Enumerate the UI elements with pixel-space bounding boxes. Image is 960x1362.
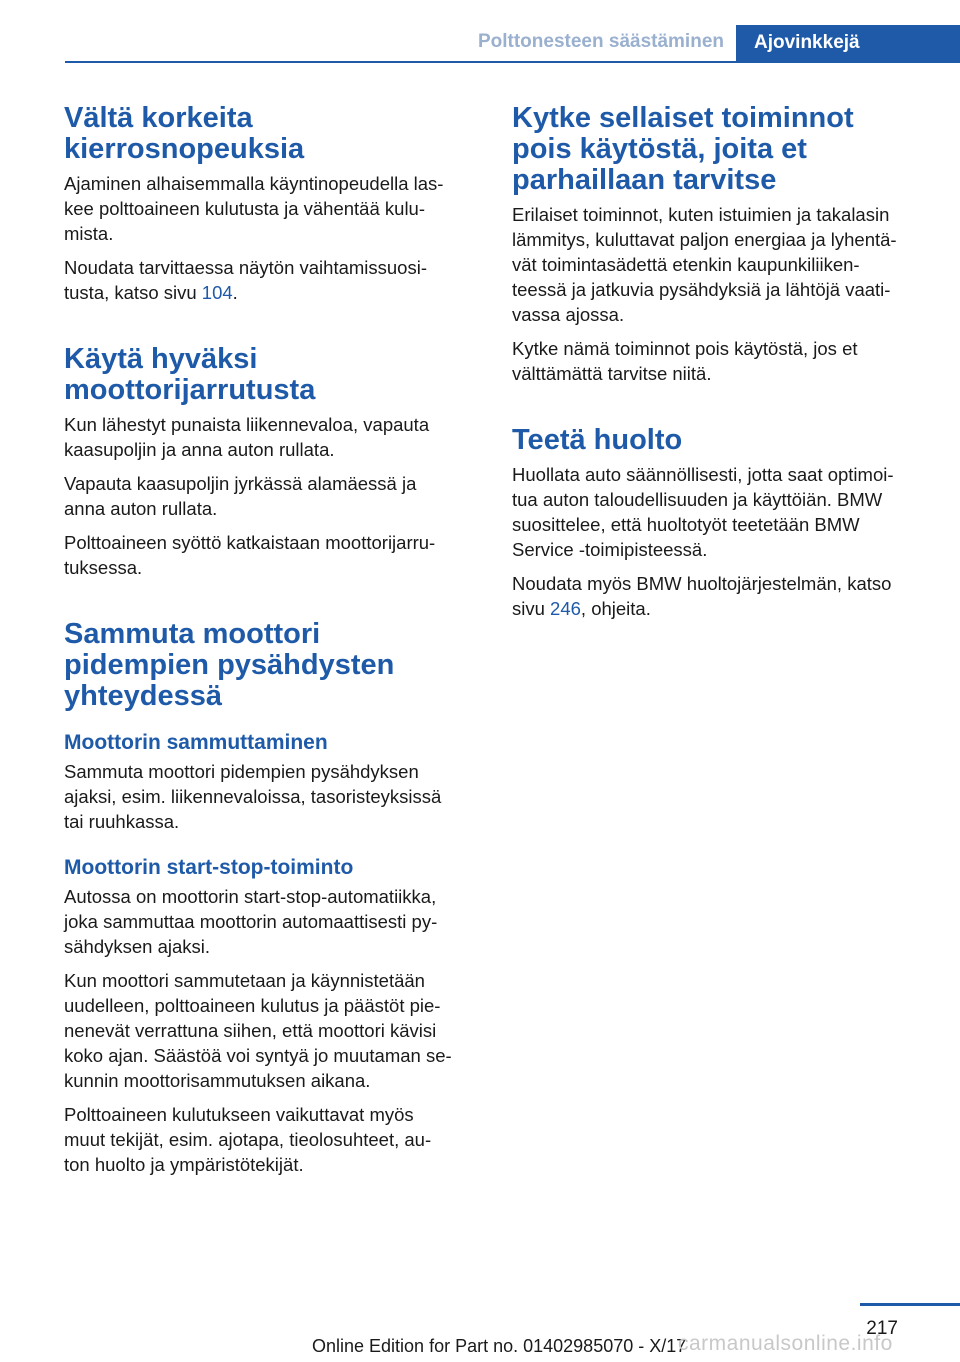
footer-edition-text: Online Edition for Part no. 01402985070 - X/17	[312, 1336, 687, 1356]
text-line: Erilaiset toiminnot, kuten istuimien ja takalasin	[512, 204, 890, 225]
heading-line: kierrosnopeuksia	[64, 133, 305, 165]
page-link-246[interactable]: 246	[550, 598, 581, 619]
header-chapter-tab: Ajovinkkejä	[736, 25, 960, 61]
paragraph	[64, 255, 478, 305]
text-line: muut tekijät, esim. ajotapa, tieolosuhteet, au‐	[64, 1129, 432, 1150]
text-line: välttämättä tarvitse niitä.	[512, 363, 712, 384]
text-line: tai ruuhkassa.	[64, 811, 180, 832]
text-line: Vapauta kaasupoljin jyrkässä alamäessä ja	[64, 473, 417, 494]
heading-line: Sammuta moottori	[64, 618, 321, 650]
text-line: sähdyksen ajaksi.	[64, 936, 211, 957]
text-line: Sammuta moottori pidempien pysähdyksen	[64, 761, 419, 782]
text-line: vät toimintasädettä etenkin kaupunkiliiken‐	[512, 254, 860, 275]
heading-line: Vältä korkeita	[64, 102, 253, 134]
heading-line: Käytä hyväksi	[64, 343, 258, 375]
heading-line: Kytke sellaiset toiminnot	[512, 102, 854, 134]
text-span: , ohjeita.	[580, 598, 651, 619]
text-line: suosittelee, että huoltotyöt teetetään BMW	[512, 514, 860, 535]
text-line: nenevät verrattuna siihen, että moottori kävisi	[64, 1020, 437, 1041]
header-section-title: Polttonesteen säästäminen	[477, 31, 724, 52]
paragraph	[64, 1102, 478, 1177]
text-span: tusta, katso sivu	[64, 282, 202, 303]
paragraph	[64, 412, 478, 462]
text-line: vassa ajossa.	[512, 304, 625, 325]
text-line: ton huolto ja ympäristötekijät.	[64, 1154, 304, 1175]
text-line: Kytke nämä toiminnot pois käytöstä, jos et	[512, 338, 858, 359]
text-line: tuksessa.	[64, 557, 143, 578]
right-column	[512, 103, 926, 630]
page-header	[65, 25, 960, 63]
heading-line: moottorijarrutusta	[64, 374, 316, 406]
paragraph	[64, 968, 478, 1093]
heading-line: pidempien pysähdysten	[64, 649, 395, 681]
paragraph	[512, 336, 926, 386]
left-column	[64, 103, 478, 1186]
section-heading-service: Teetä huolto	[512, 424, 683, 456]
subheading-start-stop: Moottorin start-stop-toiminto	[64, 856, 354, 879]
text-line: teessä ja jatkuvia pysähdyksiä ja lähtöjä vaati‐	[512, 279, 891, 300]
section-heading-engine-off	[64, 619, 478, 712]
text-line: Service -toimipisteessä.	[512, 539, 708, 560]
watermark-text: carmanualsonline.info	[678, 1332, 893, 1355]
page-number: 217	[866, 1318, 898, 1339]
paragraph	[512, 202, 926, 327]
text-line: Noudata tarvittaessa näytön vaihtamissuosi‐	[64, 257, 427, 278]
text-line: anna auton rullata.	[64, 498, 218, 519]
text-line: Noudata myös BMW huoltojärjestelmän, katso	[512, 573, 892, 594]
heading-line: yhteydessä	[64, 680, 222, 712]
text-line: Kun moottori sammutetaan ja käynnistetään	[64, 970, 425, 991]
paragraph	[64, 530, 478, 580]
text-line: lämmitys, kuluttavat paljon energiaa ja lyhentä‐	[512, 229, 897, 250]
paragraph	[64, 171, 478, 246]
page-link-104[interactable]: 104	[201, 282, 233, 303]
text-span: sivu	[512, 598, 551, 619]
text-line: koko ajan. Säästöä voi syntyä jo muutaman se‐	[64, 1045, 452, 1066]
paragraph	[64, 471, 478, 521]
text-line: Kun lähestyt punaista liikennevaloa, vapauta	[64, 414, 430, 435]
section-heading-disable-functions	[512, 103, 926, 196]
text-line: Autossa on moottorin start-stop-automatiikka,	[64, 886, 437, 907]
heading-line: pois käytöstä, joita et	[512, 133, 807, 165]
paragraph	[64, 759, 478, 834]
section-heading-high-revs	[64, 103, 478, 165]
text-line: Huollata auto säännöllisesti, jotta saat optimoi‐	[512, 464, 894, 485]
text-line: Polttoaineen kulutukseen vaikuttavat myös	[64, 1104, 414, 1125]
text-line: mista.	[64, 223, 114, 244]
page-number-rule	[860, 1303, 960, 1306]
paragraph	[512, 462, 926, 562]
text-line: joka sammuttaa moottorin automaattisesti py‐	[64, 911, 438, 932]
text-line: kunnin moottorisammutuksen aikana.	[64, 1070, 371, 1091]
text-span: .	[232, 282, 238, 303]
text-line: Ajaminen alhaisemmalla käyntinopeudella las‐	[64, 173, 444, 194]
text-line: ajaksi, esim. liikennevaloissa, tasoristeyksissä	[64, 786, 442, 807]
paragraph	[64, 884, 478, 959]
text-line: kee polttoaineen kulutusta ja vähentää kulu‐	[64, 198, 426, 219]
paragraph	[512, 571, 926, 621]
text-line: kaasupoljin ja anna auton rullata.	[64, 439, 335, 460]
text-line	[512, 596, 926, 621]
text-line	[64, 280, 478, 305]
text-line: tua auton taloudellisuuden ja käyttöiän. BMW	[512, 489, 883, 510]
text-line: uudelleen, polttoaineen kulutus ja päästöt pie‐	[64, 995, 441, 1016]
text-line: Polttoaineen syöttö katkaistaan moottorijarru‐	[64, 532, 436, 553]
subheading-engine-shutdown: Moottorin sammuttaminen	[64, 731, 328, 754]
heading-line: parhaillaan tarvitse	[512, 164, 777, 196]
section-heading-engine-braking	[64, 344, 478, 406]
